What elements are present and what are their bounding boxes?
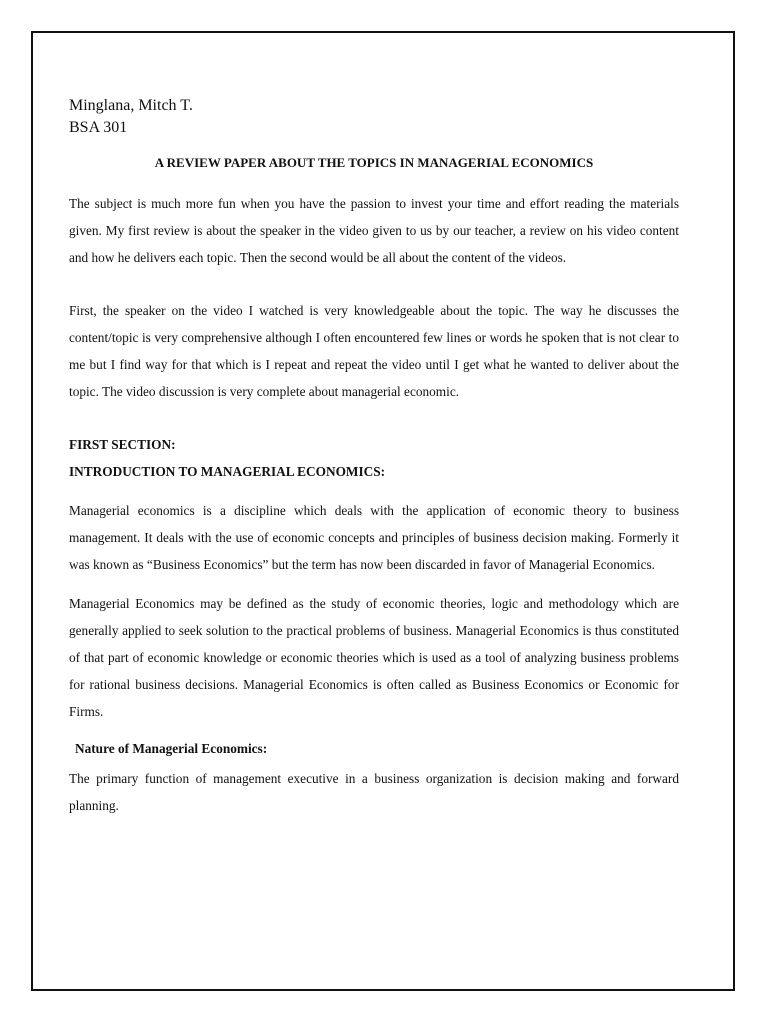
section-label: FIRST SECTION: <box>69 437 176 452</box>
section-paragraph-2: Managerial Economics may be defined as the study of economic theories, logic and methodology which are generally applied to seek solution to the practical problems of business. Managerial Economics is thus constituted of that part of economic knowledge or economic theories which is used as a tool of analyzing business problems for rational business decisions. Managerial Economics is often called as Business Economics or Economic for Firms. <box>69 596 679 719</box>
nature-heading: Nature of Managerial Economics: <box>75 741 268 756</box>
spacer <box>69 578 679 590</box>
document-page <box>31 31 735 991</box>
spacer <box>69 725 679 737</box>
section-heading: INTRODUCTION TO MANAGERIAL ECONOMICS: <box>69 464 386 479</box>
spacer <box>69 271 679 297</box>
section-paragraph-1: Managerial economics is a discipline which deals with the application of economic theory to business management. It deals with the use of economic concepts and principles of business decision making. Formerly it was known as “Business Economics” but the term has now been discarded in favor of Managerial Economics. <box>69 503 679 572</box>
intro-paragraph-1: The subject is much more fun when you have the passion to invest your time and effort reading the materials given. My first review is about the speaker in the video given to us by our teacher, a review on his video content and how he delivers each topic. Then the second would be all about the content of the videos. <box>69 196 679 265</box>
spacer <box>69 485 679 497</box>
author-course: BSA 301 <box>69 119 128 136</box>
author-name: Minglana, Mitch T. <box>69 97 193 114</box>
nature-paragraph: The primary function of management executive in a business organization is decision making and forward planning. <box>69 771 679 813</box>
paper-title: A REVIEW PAPER ABOUT THE TOPICS IN MANAGERIAL ECONOMICS <box>154 155 594 170</box>
intro-paragraph-2: First, the speaker on the video I watched is very knowledgeable about the topic. The way he discusses the content/topic is very comprehensive although I often encountered few lines or words he spoken that is not clear to me but I find way for that which is I repeat and repeat the video until I get what he wanted to deliver about the topic. The video discussion is very complete about managerial economic. <box>69 303 679 399</box>
document-content <box>69 95 679 819</box>
spacer <box>69 405 679 431</box>
spacer <box>69 172 679 190</box>
